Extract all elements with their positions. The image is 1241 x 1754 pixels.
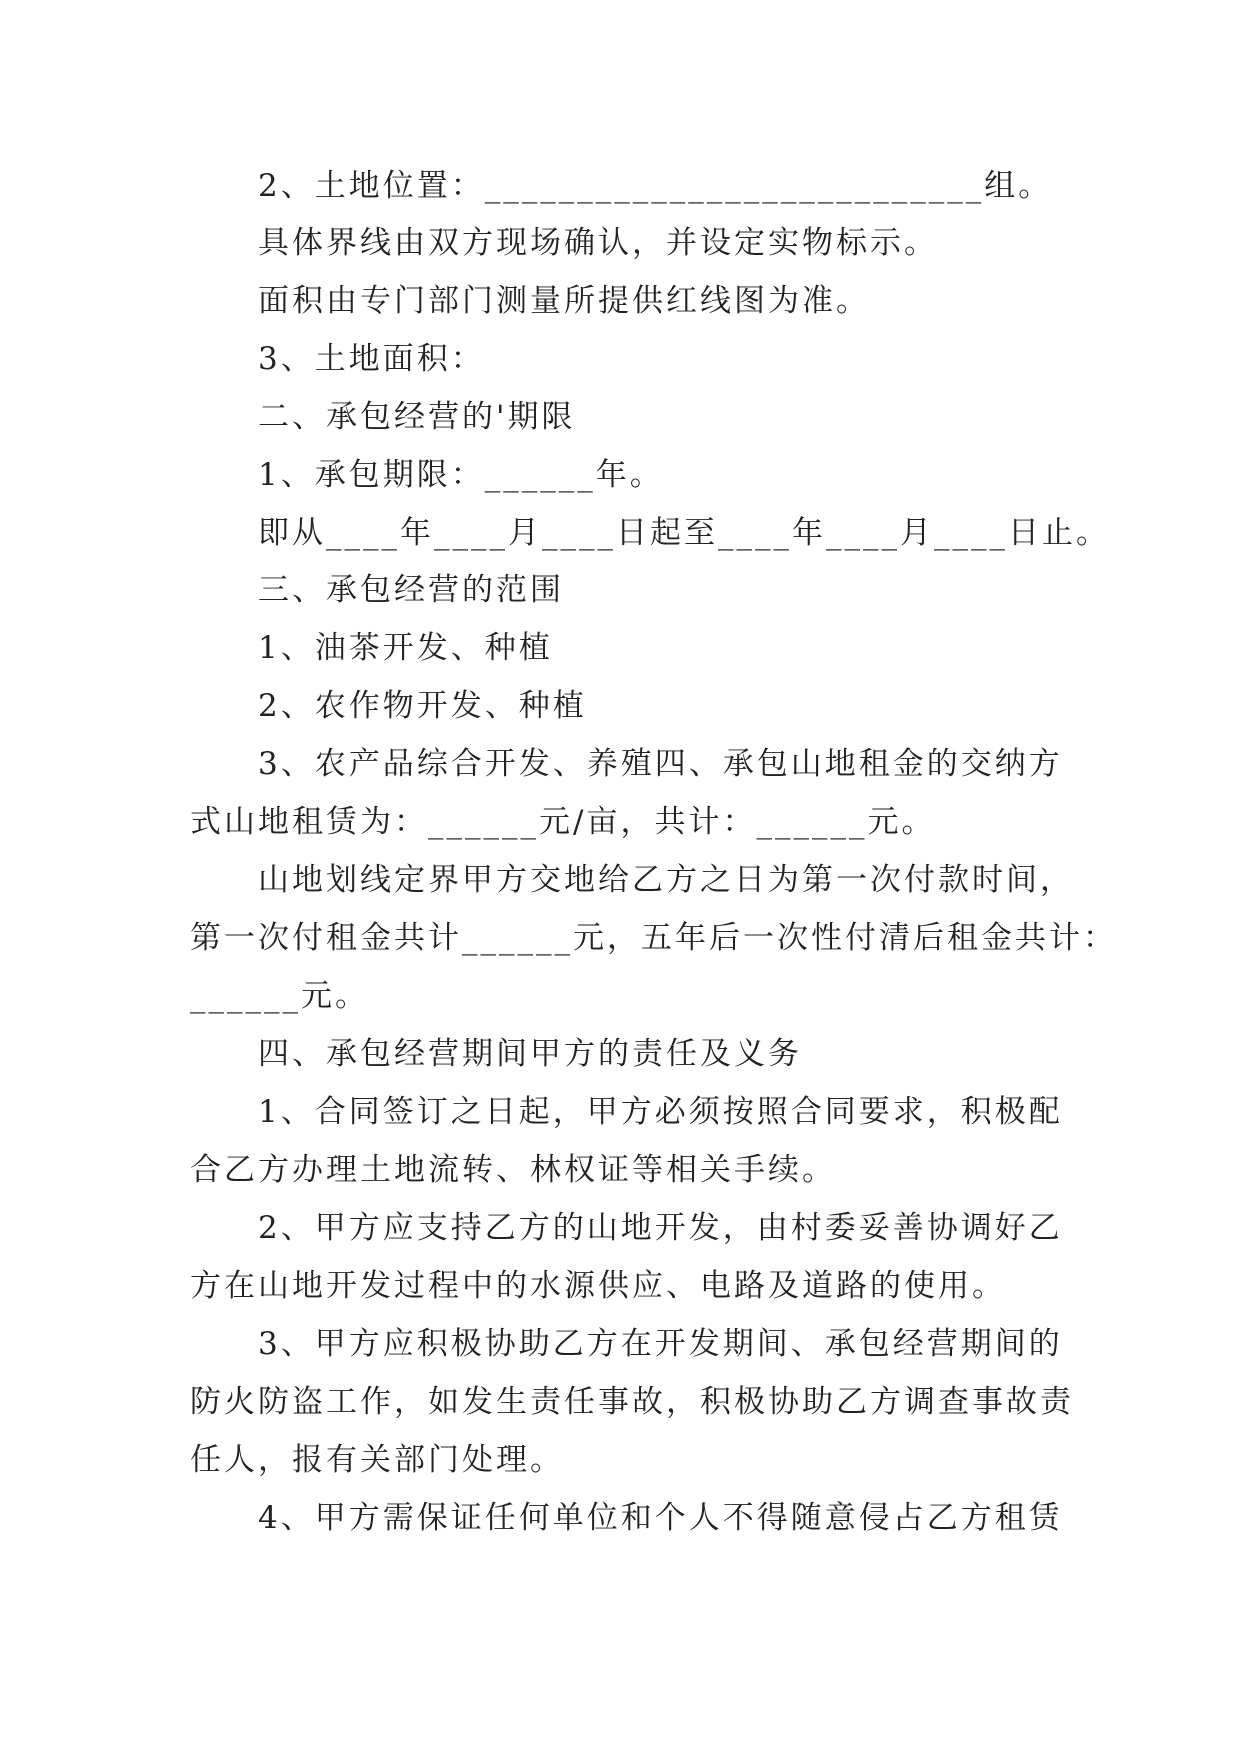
duty-3-line-2: 防火防盗工作，如发生责任事故，积极协助乙方调查事故责	[190, 1384, 1074, 1420]
section-duties-heading: 四、承包经营期间甲方的责任及义务	[258, 1036, 802, 1072]
section-scope-heading: 三、承包经营的范围	[258, 572, 564, 608]
area-basis-line: 面积由专门部门测量所提供红线图为准。	[258, 283, 870, 319]
scope-item-1: 1、油茶开发、种植	[258, 630, 553, 666]
rent-rate-line: 式山地租赁为：______元/亩，共计：______元。	[190, 804, 936, 840]
scope-item-2: 2、农作物开发、种植	[258, 688, 587, 724]
land-area-line: 3、土地面积：	[258, 341, 485, 377]
scope-item-3: 3、农产品综合开发、养殖四、承包山地租金的交纳方	[258, 746, 1063, 782]
duty-4-line-1: 4、甲方需保证任何单位和个人不得随意侵占乙方租赁	[258, 1500, 1063, 1536]
boundary-line: 具体界线由双方现场确认，并设定实物标示。	[258, 225, 938, 261]
payment-total-line: ______元。	[190, 978, 369, 1014]
duty-3-line-1: 3、甲方应积极协助乙方在开发期间、承包经营期间的	[258, 1326, 1063, 1362]
contract-term-line: 1、承包期限：______年。	[258, 457, 664, 493]
duty-2-line-2: 方在山地开发过程中的水源供应、电路及道路的使用。	[190, 1268, 1006, 1304]
duty-1-line-1: 1、合同签订之日起，甲方必须按照合同要求，积极配	[258, 1094, 1063, 1130]
duty-1-line-2: 合乙方办理土地流转、林权证等相关手续。	[190, 1152, 836, 1188]
land-location-line: 2、土地位置：___________________________组。	[258, 168, 1053, 204]
duty-2-line-1: 2、甲方应支持乙方的山地开发，由村委妥善协调好乙	[258, 1210, 1063, 1246]
payment-amount-line: 第一次付租金共计______元，五年后一次性付清后租金共计：	[190, 920, 1117, 956]
section-term-heading: 二、承包经营的'期限	[258, 399, 576, 435]
payment-time-line: 山地划线定界甲方交地给乙方之日为第一次付款时间，	[258, 862, 1074, 898]
duty-3-line-3: 任人，报有关部门处理。	[190, 1442, 564, 1478]
date-range-line: 即从____年____月____日起至____年____月____日止。	[258, 515, 1110, 551]
